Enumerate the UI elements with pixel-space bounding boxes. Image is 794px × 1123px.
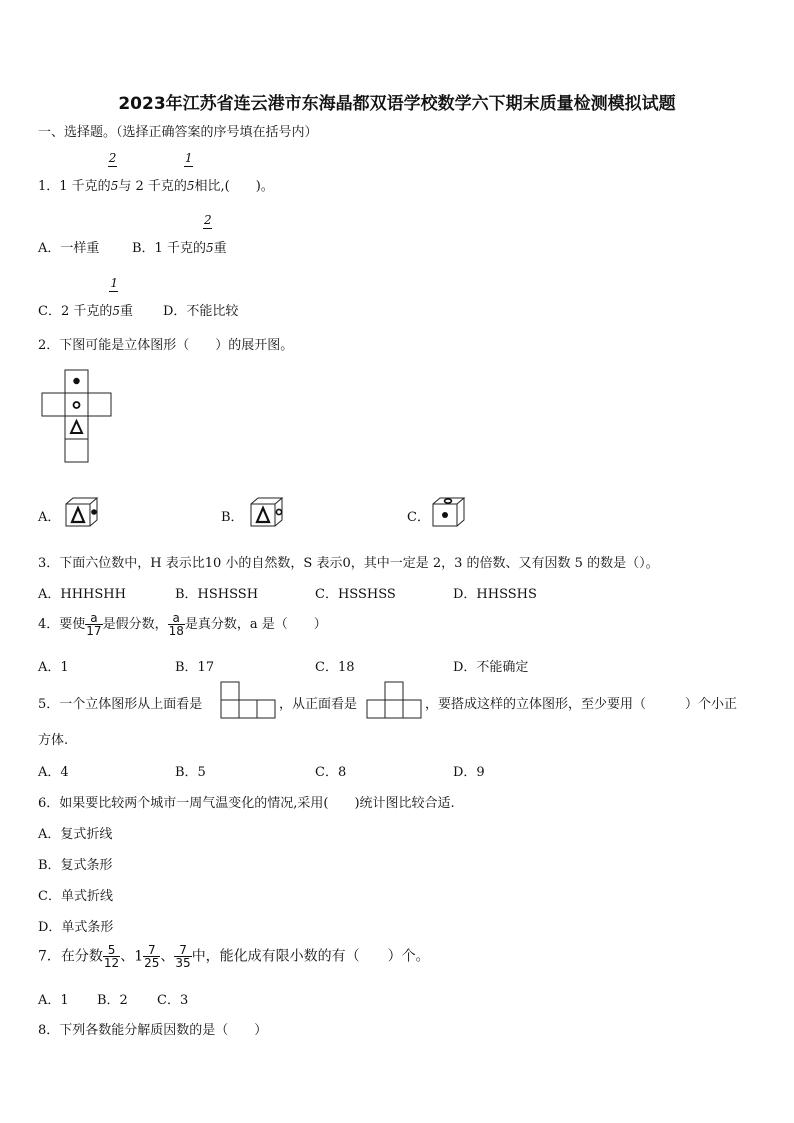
fraction-bar bbox=[203, 228, 212, 229]
q7-fraction-2 bbox=[143, 944, 160, 969]
q2-option-c: C． bbox=[407, 510, 430, 525]
q5-option-a: A．4 bbox=[38, 765, 69, 780]
q5-option-b: B．5 bbox=[175, 765, 206, 780]
q1-option-c bbox=[38, 276, 134, 319]
q1-optc-suffix: 重 bbox=[120, 304, 134, 319]
q3-option-b: B．HSHSSH bbox=[175, 587, 259, 602]
q7-fraction-3 bbox=[174, 944, 191, 969]
q1-optc-den: 5 bbox=[112, 304, 120, 318]
q5-text-3: ，要搭成这样的立体图形，至少要用（ ）个小正 bbox=[425, 697, 738, 712]
q6-option-c: C．单式折线 bbox=[38, 889, 113, 904]
q1-optb-suffix: 重 bbox=[213, 241, 227, 256]
q5-text-2: ，从正面看是 bbox=[279, 697, 358, 712]
q6-option-b: B．复式条形 bbox=[38, 858, 113, 873]
q1-optc-prefix: C．2 千克的 bbox=[38, 304, 113, 319]
fraction-bar bbox=[184, 166, 193, 167]
q7-option-c: C．3 bbox=[157, 993, 189, 1008]
q7-frac1-den: 12 bbox=[103, 956, 120, 970]
top-view-diagram bbox=[219, 680, 277, 720]
q3-option-a: A．HHHSHH bbox=[38, 587, 126, 602]
q4-fraction-1 bbox=[85, 612, 102, 637]
q1-mid: 与 2 千克的 bbox=[118, 179, 187, 194]
triangle-icon bbox=[71, 421, 82, 433]
q6-option-a: A．复式折线 bbox=[38, 827, 113, 842]
fraction-bar bbox=[109, 291, 118, 292]
front-view-diagram bbox=[365, 680, 423, 720]
q7-option-b: B．2 bbox=[97, 993, 128, 1008]
q7-suffix: 中，能化成有限小数的有（ ）个。 bbox=[191, 948, 430, 965]
q7-sep1: 、1 bbox=[120, 948, 144, 965]
q7-frac2-num: 7 bbox=[143, 944, 160, 957]
q7-frac3-den: 35 bbox=[175, 956, 191, 970]
q1-option-d: D．不能比较 bbox=[163, 304, 239, 319]
question-4 bbox=[38, 612, 327, 637]
q7-frac1-num: 5 bbox=[103, 944, 120, 957]
question-8: 8．下列各数能分解质因数的是（ ） bbox=[38, 1023, 268, 1038]
question-2: 2．下图可能是立体图形（ ）的展开图。 bbox=[38, 338, 294, 353]
q1-frac2-den: 5 bbox=[186, 179, 195, 193]
q7-fraction-1 bbox=[103, 944, 120, 969]
q1-option-b bbox=[132, 213, 227, 256]
q4-frac1-num: a bbox=[85, 612, 102, 625]
q1-frac1-num: 2 bbox=[108, 151, 117, 165]
q1-optb-num: 2 bbox=[203, 213, 212, 227]
page-title: 2023年江苏省连云港市东海晶都双语学校数学六下期末质量检测模拟试题 bbox=[118, 94, 676, 114]
q1-optb-den: 5 bbox=[205, 241, 214, 255]
question-1 bbox=[38, 151, 274, 194]
q5-text-1: 5．一个立体图形从上面看是 bbox=[38, 697, 203, 712]
question-6: 6．如果要比较两个城市一周气温变化的情况,采用( )统计图比较合适. bbox=[38, 796, 455, 811]
q4-frac2-den: 18 bbox=[168, 624, 184, 638]
q4-suffix: 是真分数，a 是（ ） bbox=[184, 617, 327, 632]
q4-option-a: A．1 bbox=[38, 660, 69, 675]
q7-frac2-den: 25 bbox=[144, 956, 160, 970]
cube-option-a-icon bbox=[64, 496, 104, 528]
q5-option-d: D．9 bbox=[453, 765, 485, 780]
cube-net-diagram bbox=[38, 368, 116, 468]
fraction-bar bbox=[108, 166, 117, 167]
q1-optc-num: 1 bbox=[110, 276, 118, 290]
q4-mid: 是假分数， bbox=[102, 617, 168, 632]
q7-option-a: A．1 bbox=[38, 993, 69, 1008]
filled-dot-icon bbox=[73, 378, 79, 384]
q4-frac1-den: 17 bbox=[86, 624, 102, 638]
q1-optb-prefix: B．1 千克的 bbox=[132, 241, 206, 256]
q1-frac2-num: 1 bbox=[184, 151, 193, 165]
question-3: 3．下面六位数中，H 表示比10 小的自然数，S 表示0，其中一定是 2，3 的倍数、又有因数 5 的数是（）。 bbox=[38, 556, 659, 571]
q3-option-d: D．HHSSHS bbox=[453, 587, 537, 602]
q1-suffix: 相比,( )。 bbox=[194, 179, 274, 194]
q1-frac1-den: 5 bbox=[110, 179, 119, 193]
q5-option-c: C．8 bbox=[315, 765, 347, 780]
q4-fraction-2 bbox=[168, 612, 185, 637]
q3-option-c: C．HSSHSS bbox=[315, 587, 396, 602]
q1-option-a: A．一样重 bbox=[38, 241, 100, 256]
section-heading: 一、选择题。（选择正确答案的序号填在括号内） bbox=[38, 125, 318, 140]
q6-option-d: D．单式条形 bbox=[38, 920, 114, 935]
cube-option-c-icon bbox=[431, 496, 471, 528]
q1-prefix: 1．1 千克的 bbox=[38, 179, 111, 194]
ring-icon bbox=[74, 402, 80, 408]
q4-option-d: D．不能确定 bbox=[453, 660, 529, 675]
q7-frac3-num: 7 bbox=[174, 944, 191, 957]
q5-text-4: 方体. bbox=[38, 733, 69, 748]
question-7 bbox=[38, 944, 430, 969]
q4-prefix: 4．要使 bbox=[38, 617, 86, 632]
q2-option-a: A． bbox=[38, 510, 61, 525]
q4-option-b: B．17 bbox=[175, 660, 215, 675]
q7-sep2: 、 bbox=[160, 948, 175, 965]
q4-frac2-num: a bbox=[168, 612, 185, 625]
cube-option-b-icon bbox=[249, 496, 289, 528]
q2-option-b: B． bbox=[221, 510, 244, 525]
q4-option-c: C．18 bbox=[315, 660, 355, 675]
q7-prefix: 7．在分数 bbox=[38, 948, 103, 965]
